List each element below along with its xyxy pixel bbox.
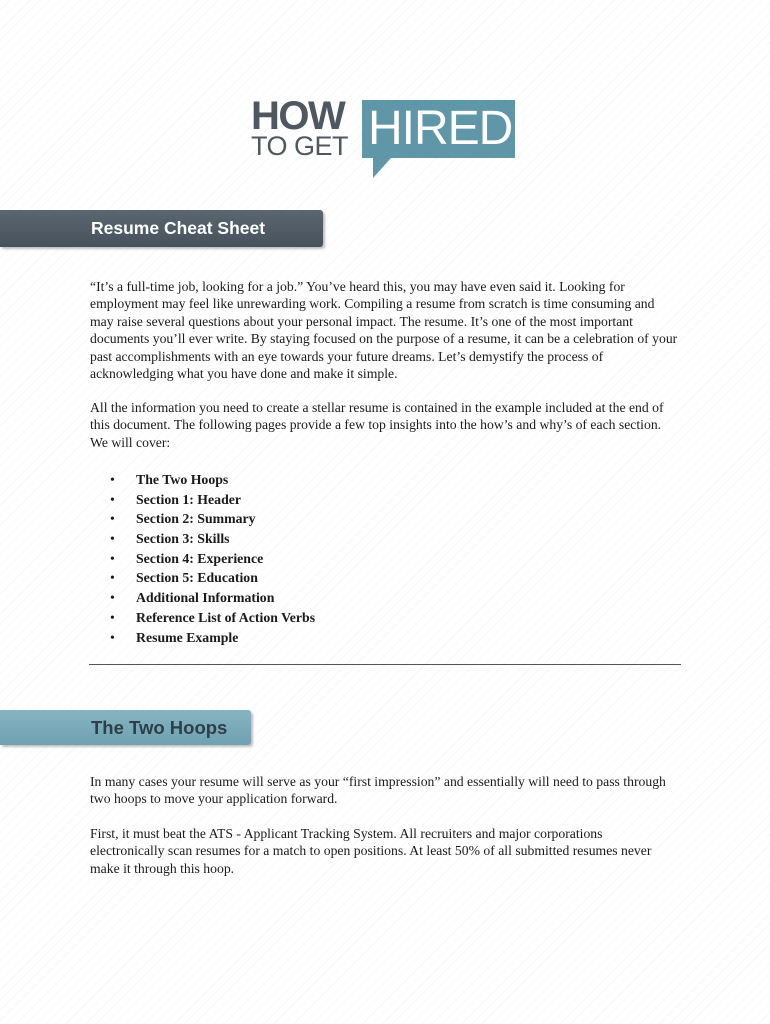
bullet-glyph: •	[110, 590, 115, 606]
logo-hired-text: HIRED	[368, 102, 513, 155]
list-item	[110, 568, 315, 588]
list-item	[110, 628, 315, 648]
logo-to-get-text: TO GET	[251, 131, 349, 161]
logo-speech-bubble-tail	[373, 158, 391, 178]
list-item-label: The Two Hoops	[136, 472, 229, 487]
section-banner-resume-cheat-sheet: Resume Cheat Sheet	[0, 210, 323, 247]
list-item	[110, 549, 315, 569]
bullet-glyph: •	[110, 609, 115, 625]
logo-how-text: HOW	[251, 94, 345, 138]
list-item-label: Section 4: Experience	[136, 550, 264, 566]
section-divider	[89, 664, 681, 665]
bullet-glyph: •	[110, 570, 115, 586]
section-banner-two-hoops: The Two Hoops	[0, 710, 251, 745]
list-item-label: Section 2: Summary	[136, 511, 256, 527]
list-item-label: Additional Information	[136, 590, 275, 606]
list-item-label: Section 3: Skills	[136, 531, 230, 547]
list-item-label: Section 1: Header	[136, 491, 241, 507]
bullet-glyph: •	[110, 491, 115, 507]
list-item	[110, 490, 315, 510]
list-item	[110, 470, 315, 490]
list-item	[110, 608, 315, 628]
two-hoops-paragraph-2: First, it must beat the ATS - Applicant Tracking System. All recruiters and major corporations electronically scan resumes for a match to open positions. At least 50% of all submitted resumes never make it through this hoop.	[90, 826, 652, 876]
contents-list	[110, 470, 315, 647]
list-item	[110, 588, 315, 608]
list-item-label: Resume Example	[136, 629, 239, 645]
coverage-paragraph: All the information you need to create a stellar resume is contained in the example included at the end of this document. The following pages provide a few top insights into the how’s and why’s of each section. We will cover:	[90, 400, 664, 450]
bullet-glyph: •	[110, 550, 115, 566]
bullet-glyph: •	[110, 531, 115, 547]
list-item	[110, 509, 315, 529]
list-item-label: Reference List of Action Verbs	[136, 609, 316, 625]
intro-paragraph: “It’s a full-time job, looking for a job.” You’ve heard this, you may have even said it. Looking for employment may feel like unrewarding work. Compiling a resume from scratch is time consuming and may raise several questions about your personal impact. The resume. It’s one of the most important documents you’ll ever write. By staying focused on the purpose of a resume, it can be a celebration of your past accomplishments with an eye towards your future dreams. Let’s demystify the process of acknowledging what you have done and make it simple.	[90, 279, 678, 382]
list-item-label: Section 5: Education	[136, 570, 258, 586]
list-item	[110, 529, 315, 549]
two-hoops-paragraph-1: In many cases your resume will serve as your “first impression” and essentially will need to pass through two hoops to move your application forward.	[90, 774, 666, 807]
how-to-get-hired-logo	[249, 96, 519, 180]
bullet-glyph: •	[110, 511, 115, 527]
bullet-glyph: •	[110, 629, 115, 645]
bullet-glyph: •	[110, 472, 115, 487]
